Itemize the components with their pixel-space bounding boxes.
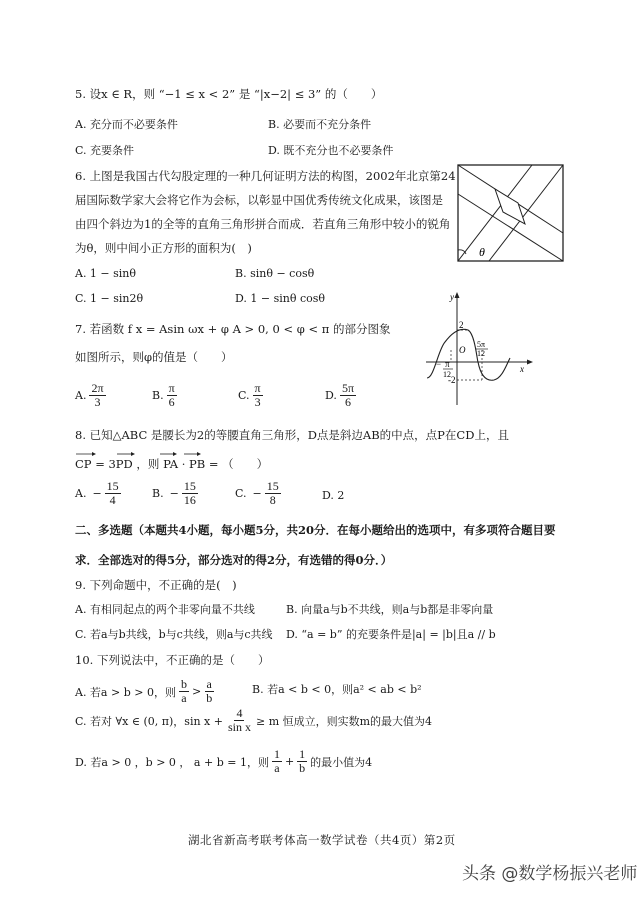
q10-c-numerator: 4 [236,706,243,720]
q8-b-denominator: 16 [183,493,196,507]
q7-ymax-label: 2 [459,320,464,330]
q8-a-numerator: 15 [106,479,119,493]
q10-a-num-2: a [206,677,212,691]
q10-option-a [75,678,217,705]
q8-option-b-label: B. [152,487,164,500]
q7-d-numerator: 5π [341,381,354,395]
q7-right-tick-num: 5π [477,340,486,349]
q6-pythagorean-figure [455,162,567,264]
q10-a-fraction-1 [179,678,189,705]
q8-option-b-fraction [182,480,198,507]
q10-option-d-prefix: D. 若a > 0 ，b > 0 ， a + b = 1，则 [75,755,269,769]
q10-c-fraction [226,707,253,734]
q10-d-num-1: 1 [273,747,280,761]
q10-d-den-1: a [274,761,280,775]
q7-option-a-label: A. [75,389,87,402]
q5-option-a: A. 充分而不必要条件 [75,118,178,131]
q7-y-axis-label: y [450,292,454,302]
q7-option-b [152,382,180,409]
q7-option-c-fraction [253,382,263,409]
q10-option-b: B. 若a < b < 0，则a² < ab < b² [252,683,422,696]
q8-c-denominator: 8 [269,493,276,507]
q10-option-d-suffix: 的最小值为4 [310,755,373,769]
q6-option-a: A. 1 − sinθ [75,267,137,280]
q7-option-b-fraction [167,382,177,409]
q9-option-d: D. “a = b” 的充要条件是|a| = |b|且a // b [286,628,496,641]
q8-option-c [235,480,284,507]
q10-d-fraction-2 [297,748,307,775]
q6-line-1: 6. 上图是我国古代勾股定理的一种几何证明方法的构图，2002年北京第24 [75,169,456,183]
q7-option-c [238,382,266,409]
q6-line-4: 为θ，则中间小正方形的面积为( ) [75,241,252,255]
q7-option-d-fraction [340,382,356,409]
q6-line-2: 届国际数学家大会将它作为会标，以彰显中国优秀传统文化成果，该图是 [75,193,443,207]
q7-ymin-label: -2 [448,375,456,385]
q7-sine-graph [420,290,535,410]
q8-line-1: 8. 已知△ABC 是腰长为2的等腰直角三角形，D点是斜边AB的中点，点P在CD上，且 [75,428,509,442]
q8-b-numerator: 15 [183,479,196,493]
q5-stem: 5. 设x ∈ R，则 “−1 ≤ x < 2” 是 “|x−2| ≤ 3” 的（ ） [75,87,383,101]
q8-vector-arrows [75,451,215,457]
q6-option-d: D. 1 − sinθ cosθ [235,292,326,305]
q7-left-tick-sign: − [436,359,442,369]
q10-a-num-1: b [180,677,187,691]
q7-line-1: 7. 若函数 f x = Asin ωx + φ A > 0, 0 < φ < π 的部分图象 [75,322,391,336]
q10-option-c [75,707,432,734]
q10-a-den-2: b [206,691,213,705]
q8-option-c-label: C. [235,487,247,500]
section-2-header-line-2: 求．全部选对的得5分，部分选对的得2分，有选错的得0分．） [75,553,393,567]
q10-c-denominator: sin x [227,720,251,734]
q8-line-2: CP = 3PD ，则 PA · PB = （ ） [75,457,269,471]
q10-a-fraction-2 [204,678,214,705]
q10-d-plus: + [284,755,295,768]
q6-line-3: 由四个斜边为1的全等的直角三角形拼合而成．若直角三角形中较小的锐角 [75,217,451,231]
q7-right-tick-den: 12 [477,349,485,358]
q8-option-d: D. 2 [322,489,345,502]
q7-a-numerator: 2π [91,381,104,395]
q8-option-a-fraction [105,480,121,507]
q9-option-c: C. 若a与b共线，b与c共线，则a与c共线 [75,628,273,641]
q7-d-denominator: 6 [344,395,351,409]
q7-b-numerator: π [168,381,175,395]
q10-d-num-2: 1 [299,747,306,761]
q10-d-fraction-1 [272,748,282,775]
q7-x-axis-label: x [520,364,524,374]
q7-option-c-label: C. [238,389,250,402]
q8-option-a-label: A. [75,487,87,500]
q10-option-c-suffix: ≥ m 恒成立，则实数m的最大值为4 [255,714,433,728]
q9-option-a: A. 有相同起点的两个非零向量不共线 [75,603,255,616]
q8-option-a-sign: − [92,487,102,500]
q10-a-gt: > [191,685,202,698]
q7-b-denominator: 6 [168,395,175,409]
q10-option-c-prefix: C. 若对 ∀x ∈ (0, π)，sin x + [75,714,223,728]
q7-line-2: 如图所示，则φ的值是（ ） [75,350,233,364]
q5-option-b: B. 必要而不充分条件 [268,118,372,131]
q7-a-denominator: 3 [94,395,101,409]
q10-a-den-1: a [181,691,187,705]
q7-left-tick-num: π [445,359,450,369]
q8-option-c-sign: − [252,487,262,500]
q8-option-b-sign: − [169,487,179,500]
q8-option-a [75,480,124,507]
q6-option-b: B. sinθ − cosθ [235,267,315,280]
q7-origin-label: O [459,345,466,355]
q7-option-a-fraction [89,382,105,409]
q7-c-numerator: π [254,381,261,395]
q5-option-c: C. 充要条件 [75,144,135,157]
q6-option-c: C. 1 − sin2θ [75,292,144,305]
q10-stem: 10. 下列说法中，不正确的是（ ） [75,653,270,667]
q9-option-b: B. 向量a与b不共线，则a与b都是非零向量 [286,603,494,616]
q6-theta-label: θ [479,245,485,259]
q8-a-denominator: 4 [109,493,116,507]
q7-option-a [75,382,109,409]
q9-stem: 9. 下列命题中，不正确的是( ) [75,578,237,592]
page-footer: 湖北省新高考联考体高一数学试卷（共4页）第2页 [188,833,456,847]
q7-option-b-label: B. [152,389,164,402]
q8-option-c-fraction [265,480,281,507]
q5-option-d: D. 既不充分也不必要条件 [268,144,394,157]
watermark-text: 头条 @数学杨振兴老师 [462,864,638,884]
q7-c-denominator: 3 [254,395,261,409]
q8-option-b [152,480,201,507]
q10-d-den-2: b [299,761,306,775]
q8-c-numerator: 15 [266,479,279,493]
section-2-header-line-1: 二、多选题（本题共4小题，每小题5分，共20分．在每小题给出的选项中，有多项符合题目要 [75,523,556,537]
q10-option-a-prefix: A. 若a > b > 0，则 [75,685,176,699]
q10-option-d [75,748,372,775]
q7-option-d [325,382,359,409]
q7-option-d-label: D. [325,389,337,402]
q7-left-tick-den: 12 [443,370,451,379]
